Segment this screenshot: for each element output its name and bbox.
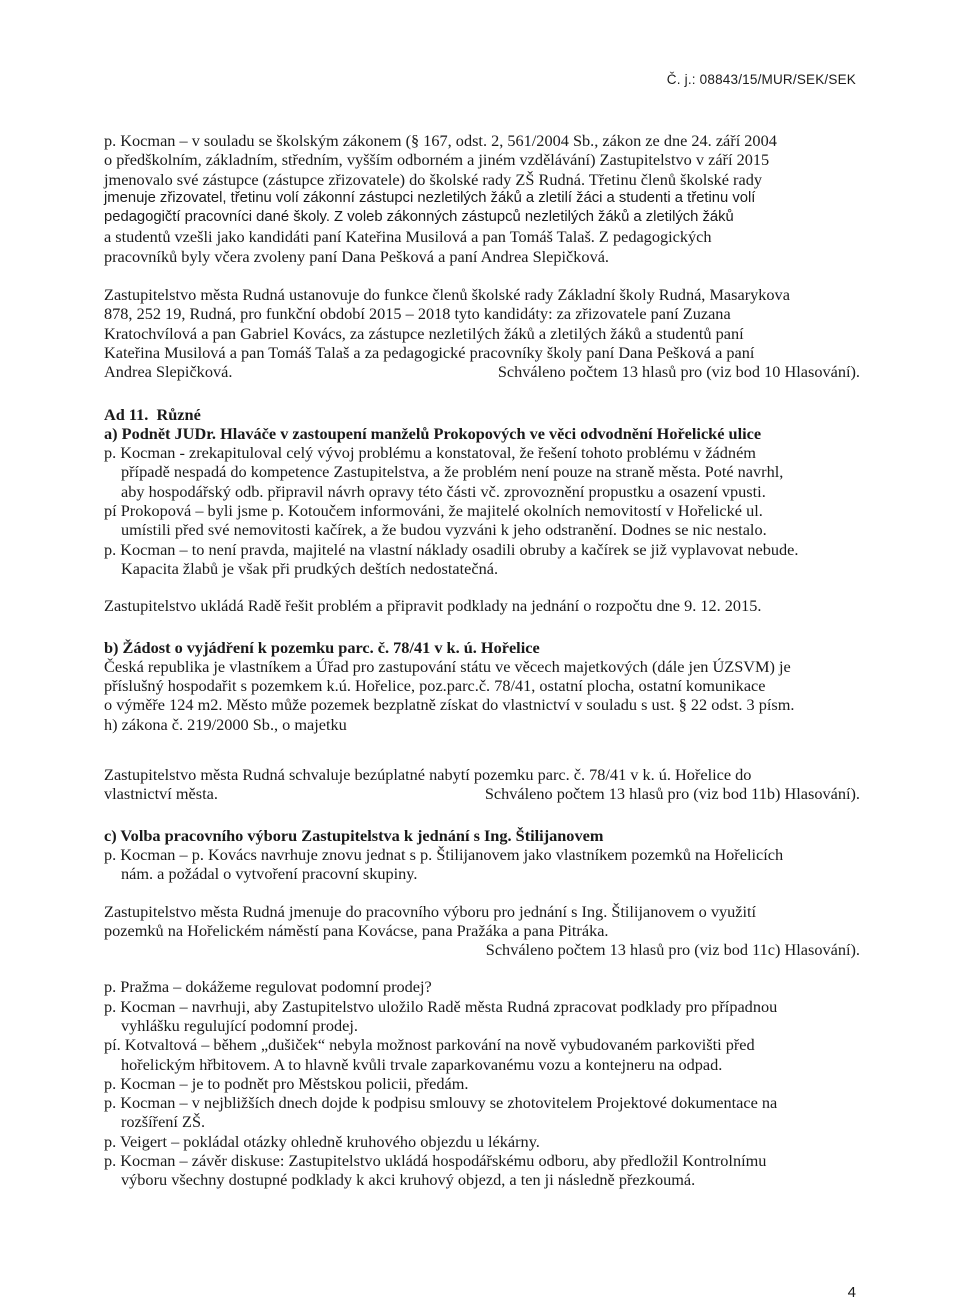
paragraph-line: pedagogičtí pracovníci dané školy. Z voleb zákonných zástupců nezletilých žáků a zletilých žáků xyxy=(104,209,734,226)
paragraph-line: pí Prokopová – byli jsme p. Kotoučem informováni, že majitelé okolních nemovitostí v Hořelické ul. xyxy=(104,501,763,521)
subsection-b-resolution xyxy=(104,765,860,804)
resolution-line: pozemků na Hořelickém náměstí pana Kovácse, pana Pražáka a pana Pitráka. xyxy=(104,920,609,940)
resolution-line: Zastupitelstvo města Rudná ustanovuje do funkce členů školské rady Základní školy Rudná, Masarykova xyxy=(104,285,790,305)
paragraph-line: nám. a požádal o vytvoření pracovní skupiny. xyxy=(121,864,418,884)
school-board-resolution xyxy=(104,285,860,381)
paragraph-line: Česká republika je vlastníkem a Úřad pro zastupování státu ve věcech majetkových (dále jen ÚZSVM) je xyxy=(104,656,791,676)
subsection-c-resolution xyxy=(104,902,860,960)
approval-note: Schváleno počtem 13 hlasů pro (viz bod 11c) Hlasování). xyxy=(485,940,860,960)
discussion-line: p. Kocman – je to podnět pro Městskou policii, předám. xyxy=(104,1073,469,1093)
discussion-line: výboru všechny dostupné podklady k akci kruhový objezd, a ten ji následně přezkoumá. xyxy=(121,1170,696,1190)
paragraph-line: Kapacita žlabů je však při prudkých deštích nedostatečná. xyxy=(121,558,499,578)
section-number: Ad 11. xyxy=(104,404,149,424)
subsection-heading-a: a) Podnět JUDr. Hlaváče v zastoupení manželů Prokopových ve věci odvodnění Hořelické ulice xyxy=(104,423,762,443)
discussion-line: rozšíření ZŠ. xyxy=(121,1112,206,1132)
resolution-line: Kratochvílová a pan Gabriel Kovács, za zástupce nezletilých žáků a zletilých žáků a studentů paní xyxy=(104,323,744,343)
paragraph-line: a studentů vzešli jako kandidáti paní Kateřina Musilová a pan Tomáš Talaš. Z pedagogických xyxy=(104,227,712,247)
subsection-heading-b: b) Žádost o vyjádření k pozemku parc. č. 78/41 v k. ú. Hořelice xyxy=(104,637,540,657)
paragraph-line: h) zákona č. 219/2000 Sb., o majetku xyxy=(104,714,347,734)
discussion-line: p. Kocman – závěr diskuse: Zastupitelstvo ukládá hospodářskému odboru, aby předložil Kontrolnímu xyxy=(104,1151,767,1171)
paragraph-line: p. Kocman – p. Kovács navrhuje znovu jednat s p. Štilijanovem jako vlastníkem pozemků na Hořelicích xyxy=(104,844,784,864)
resolution-line: Zastupitelstvo města Rudná schvaluje bezúplatné nabytí pozemku parc. č. 78/41 v k. ú. Hořelice do xyxy=(104,765,752,785)
resolution-line: Zastupitelstvo města Rudná jmenuje do pracovního výboru pro jednání s Ing. Štilijanovem o využití xyxy=(104,901,757,921)
school-board-paragraph xyxy=(104,131,860,266)
paragraph-line: jmenovalo své zástupce (zástupce zřizovatele) do školské rady ZŠ Rudná. Třetinu členů školské rady xyxy=(104,169,762,189)
paragraph-line: pracovníků byly včera zvoleny paní Dana Pešková a paní Andrea Slepičková. xyxy=(104,246,610,266)
reference-number: Č. j.: 08843/15/MUR/SEK/SEK xyxy=(666,72,856,87)
paragraph-line: o výměře 124 m2. Město může pozemek bezplatně získat do vlastnictví v souladu s ust. § 22 odst. 3 písm. xyxy=(104,695,795,715)
document-body xyxy=(104,131,860,1190)
paragraph-line: o předškolním, základním, středním, vyšším odborném a jiném vzdělávání) Zastupitelstvo v září 2015 xyxy=(104,150,770,170)
resolution-line: vlastnictví města. xyxy=(104,784,218,804)
paragraph-line: případě nespadá do kompetence Zastupitelstva, a že problém není pouze na straně města. Poté navrhl, xyxy=(121,462,784,482)
discussion-list xyxy=(104,977,860,1189)
subsection-a-resolution: Zastupitelstvo ukládá Radě řešit problém a připravit podklady na jednání o rozpočtu dne 9. 12. 2015. xyxy=(104,596,762,616)
resolution-line: Kateřina Musilová a pan Tomáš Talaš a za pedagogické pracovníky školy paní Dana Pešková a paní xyxy=(104,342,755,362)
subsection-a-body xyxy=(104,443,860,578)
section-heading xyxy=(104,405,860,424)
resolution-line: 878, 252 19, Rudná, pro funkční období 2015 – 2018 tyto kandidáty: za zřizovatele paní Zuzana xyxy=(104,304,731,324)
paragraph-line: aby hospodářský odb. připravil návrh opravy této části vč. zprovoznění propustku a osazení vpusti. xyxy=(121,481,766,501)
paragraph-line: p. Kocman - zrekapituloval celý vývoj problému a konstatoval, že řešení tohoto problému v žádném xyxy=(104,443,756,463)
approval-note: Schváleno počtem 13 hlasů pro (viz bod 10 Hlasování). xyxy=(497,362,860,382)
subsection-c-body xyxy=(104,845,860,884)
paragraph-line: umístili před své nemovitosti kačírek, a že budou vyzváni k jeho odstranění. Dodnes se nic nestalo. xyxy=(121,520,767,540)
discussion-line: p. Kocman – v nejbližších dnech dojde k podpisu smlouvy se zhotovitelem Projektové dokumentace na xyxy=(104,1093,778,1113)
discussion-line: p. Pražma – dokážeme regulovat podomní prodej? xyxy=(104,977,432,997)
approval-note: Schváleno počtem 13 hlasů pro (viz bod 11b) Hlasování). xyxy=(484,784,860,804)
subsection-b-body xyxy=(104,657,860,734)
discussion-line: pí. Kotvaltová – během „dušiček“ nebyla možnost parkování na nově vybudovaném parkovišti před xyxy=(104,1035,755,1055)
resolution-line: Andrea Slepičková. xyxy=(104,362,233,382)
section-title: Různé xyxy=(156,404,201,424)
discussion-line: hořelickým hřbitovem. A to hlavně kvůli trvale zaparkovanému vozu a kontejneru na odpad. xyxy=(121,1054,723,1074)
discussion-line: vyhlášku regulující podomní prodej. xyxy=(121,1015,358,1035)
page-number: 4 xyxy=(847,1284,856,1301)
paragraph-line: příslušný hospodařit s pozemkem k.ú. Hořelice, poz.parc.č. 78/41, ostatní plocha, ostatní komunikace xyxy=(104,676,766,696)
paragraph-line: p. Kocman – v souladu se školským zákonem (§ 167, odst. 2, 561/2004 Sb., zákon ze dne 24. září 2004 xyxy=(104,131,777,150)
discussion-line: p. Kocman – navrhuji, aby Zastupitelstvo uložilo Radě města Rudná zpracovat podklady pro případnou xyxy=(104,996,778,1016)
discussion-line: p. Veigert – pokládal otázky ohledně kruhového objezdu u lékárny. xyxy=(104,1131,540,1151)
paragraph-line: jmenuje zřizovatel, třetinu volí zákonní zástupci nezletilých žáků a zletilí žáci a studenti a třetinu volí xyxy=(104,189,756,206)
subsection-heading-c: c) Volba pracovního výboru Zastupitelstva k jednání s Ing. Štilijanovem xyxy=(104,825,604,845)
paragraph-line: p. Kocman – to není pravda, majitelé na vlastní náklady osadili obruby a kačírek se již vyplavovat nebude. xyxy=(104,539,799,559)
